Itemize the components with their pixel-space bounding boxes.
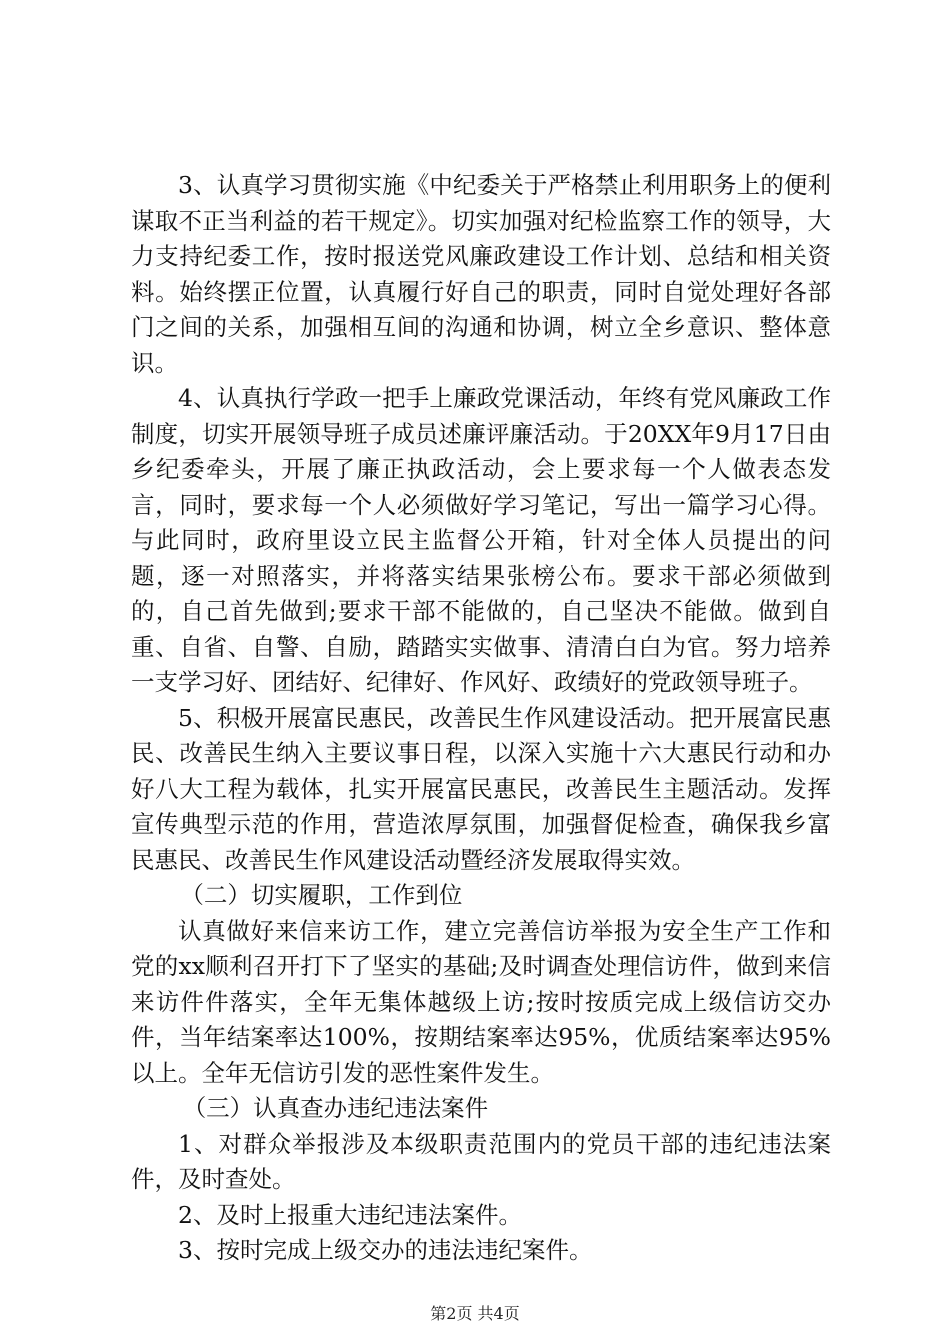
paragraph-item-5: 5、积极开展富民惠民，改善民生作风建设活动。把开展富民惠民、改善民生纳入主要议事日程，以深入实施十六大惠民行动和办好八大工程为载体，扎实开展富民惠民，改善民生主题活动。发挥宣传典型示范的作用，营造浓厚氛围，加强督促检查，确保我乡富民惠民、改善民生作风建设活动暨经济发展取得实效。	[131, 703, 831, 874]
paragraph-item-4: 4、认真执行学政一把手上廉政党课活动，年终有党风廉政工作制度，切实开展领导班子成员述廉评廉活动。于20XX年9月17日由乡纪委牵头，开展了廉正执政活动，会上要求每一个人做表态发言，同时，要求每一个人必须做好学习笔记，写出一篇学习心得。与此同时，政府里设立民主监督公开箱，针对全体人员提出的问题，逐一对照落实，并将落实结果张榜公布。要求干部必须做到的，自己首先做到;要求干部不能做的，自己坚决不能做。做到自重、自省、自警、自励，踏踏实实做事、清清白白为官。努力培养一支学习好、团结好、纪律好、作风好、政绩好的党政领导班子。	[131, 384, 831, 696]
page-number-footer: 第2页 共4页	[430, 1304, 520, 1323]
section-2-paragraph: 认真做好来信来访工作，建立完善信访举报为安全生产工作和党的xx顺利召开打下了坚实的基础;及时调查处理信访件，做到来信来访件件落实，全年无集体越级上访;按时按质完成上级信访交办件，当年结案率达100%，按期结案率达95%，优质结案率达95%以上。全年无信访引发的恶性案件发生。	[131, 916, 831, 1087]
section-3-item-1: 1、对群众举报涉及本级职责范围内的党员干部的违纪违法案件，及时查处。	[131, 1129, 831, 1193]
document-body	[131, 168, 831, 1269]
section-3-item-2: 2、及时上报重大违纪违法案件。	[178, 1200, 522, 1229]
section-3-item-3: 3、按时完成上级交办的违法违纪案件。	[178, 1236, 593, 1264]
paragraph-item-3: 3、认真学习贯彻实施《中纪委关于严格禁止利用职务上的便利谋取不正当利益的若干规定》。切实加强对纪检监察工作的领导，大力支持纪委工作，按时报送党风廉政建设工作计划、总结和相关资料。始终摆正位置，认真履行好自己的职责，同时自觉处理好各部门之间的关系，加强相互间的沟通和协调，树立全乡意识、整体意识。	[131, 171, 831, 377]
section-heading-2: （二）切实履职，工作到位	[180, 881, 463, 909]
section-heading-3: （三）认真查办违纪违法案件	[182, 1094, 489, 1122]
